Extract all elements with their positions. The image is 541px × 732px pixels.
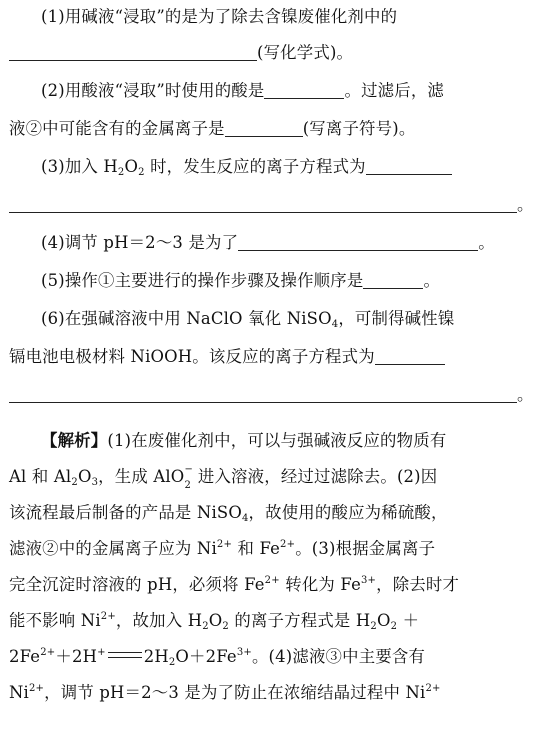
answer-blank-q1[interactable] xyxy=(9,42,257,61)
answer-blank-q3-b[interactable] xyxy=(9,194,517,213)
question-2-line-2: 液②中可能含有的金属离子是 (写离子符号)。 xyxy=(9,119,416,138)
answer-blank-q2-acid[interactable] xyxy=(264,80,344,99)
question-1-line-1: (1)用碱液“浸取”的是为了除去含镍废催化剂中的 xyxy=(41,7,398,26)
analysis-tag: 【解析】 xyxy=(41,431,108,450)
answer-blank-q2-ions[interactable] xyxy=(225,118,303,137)
question-4-line: (4)调节 pH＝2～3 是为了 。 xyxy=(41,233,495,252)
analysis-line-8: $Ni^{2+}$，调节 pH＝2～3 是为了防止在浓缩结晶过程中 $Ni^{2+}$ xyxy=(9,683,441,702)
analysis-line-1: 【解析】(1)在废催化剂中，可以与强碱液反应的物质有 xyxy=(41,431,447,450)
question-5-line: (5)操作①主要进行的操作步骤及操作顺序是 。 xyxy=(41,271,441,290)
question-1-line-2: (写化学式)。 xyxy=(9,40,532,66)
question-3-line-1: (3)加入 $H_2O_2$ 时，发生反应的离子方程式为 xyxy=(9,154,532,180)
analysis-line-7: $2Fe^{2+}+2H^+$ $2H_2O+2Fe^{3+}$。(4)滤液③中主要含有 xyxy=(9,647,426,668)
answer-blank-q3-a[interactable] xyxy=(366,156,452,175)
question-6-line-2: 镉电池电极材料 NiOOH。该反应的离子方程式为 xyxy=(9,344,532,370)
question-6-line-1: (6)在强碱溶液中用 NaClO 氧化 NiSO$_4$，可制得碱性镍 xyxy=(41,309,455,330)
analysis-line-3: 该流程最后制备的产品是 NiSO$_4$，故使用的酸应为稀硫酸， xyxy=(9,503,448,524)
answer-blank-q5[interactable] xyxy=(363,270,423,289)
answer-blank-q6-a[interactable] xyxy=(375,346,445,365)
question-6-line-3: 。 xyxy=(9,382,532,408)
question-3-line-2: 。 xyxy=(9,192,532,218)
analysis-line-5: 完全沉淀时溶液的 pH，必须将 $Fe^{2+}$ 转化为 $Fe^{3+}$，除去时才 xyxy=(9,575,460,594)
answer-blank-q4[interactable] xyxy=(238,232,478,251)
equals-sign-icon xyxy=(108,652,142,658)
analysis-line-6: 能不影响 $Ni^{2+}$，故加入 $H_2O_2$ 的离子方程式是 $H_2O_2$ ＋ xyxy=(9,611,420,632)
analysis-line-4: 滤液②中的金属离子应为 $Ni^{2+}$ 和 $Fe^{2+}$。(3)根据金属离子 xyxy=(9,539,436,558)
answer-blank-q6-b[interactable] xyxy=(9,384,517,403)
analysis-line-2: Al 和 $Al_2O_3$，生成 AlO − 2 进入溶液，经过过滤除去。(2)因 xyxy=(9,464,438,491)
question-2-line-1: (2)用酸液“浸取”时使用的酸是 。过滤后，滤 xyxy=(41,81,445,100)
